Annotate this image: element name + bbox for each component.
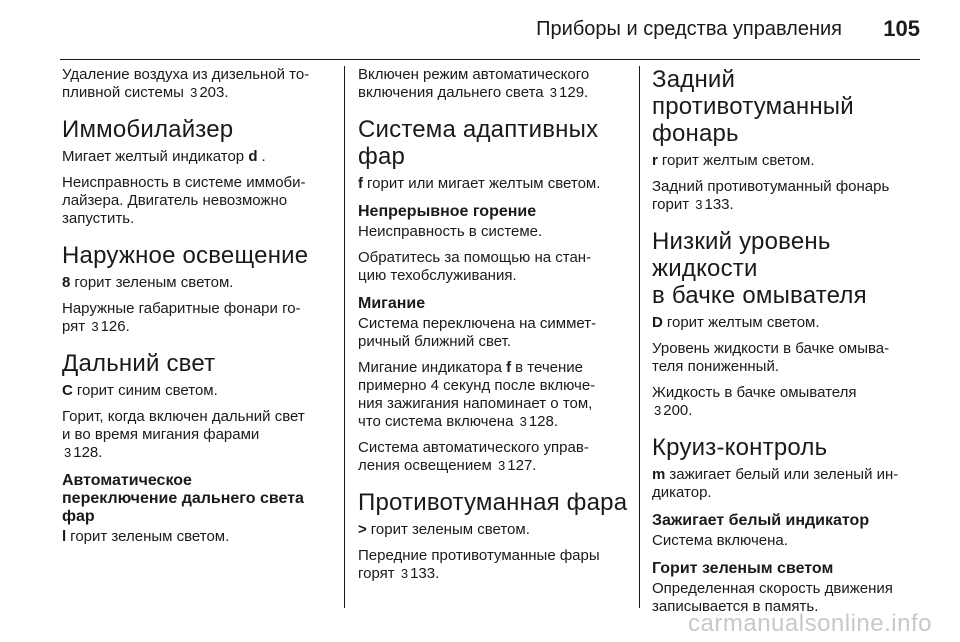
text: Горит, когда включен дальний свет и во время мигания фарами: [62, 408, 305, 443]
paragraph: Обратитесь за помощью на стан- цию техобслуживания.: [358, 249, 592, 284]
paragraph: [358, 66, 628, 102]
adaptive-light-icon: f: [358, 175, 363, 192]
page-ref[interactable]: 129.: [559, 84, 589, 101]
heading-fog-light: Противотуманная фара: [358, 489, 628, 516]
page-ref[interactable]: 200.: [663, 402, 693, 419]
paragraph: Уровень жидкости в бачке омыва- теля пониженный.: [652, 340, 890, 375]
page-ref[interactable]: 203.: [199, 84, 229, 101]
heading-cruise-control: Круиз-контроль: [652, 434, 828, 461]
paragraph: [652, 466, 922, 502]
text: горит зеленым светом.: [70, 528, 230, 545]
immobilizer-icon: d: [248, 148, 258, 165]
page-header: [0, 0, 960, 60]
paragraph: Система переключена на симмет- ричный ближний свет.: [358, 315, 597, 350]
heading-green-indicator: Горит зеленым светом: [652, 560, 834, 577]
text: Включен режим автоматического включения дальнего света: [358, 66, 590, 101]
ref-arrow-icon: 3: [91, 319, 99, 334]
text: горит синим светом.: [76, 382, 218, 399]
column-divider: [639, 66, 640, 608]
heading-auto-high-beam: Автоматическое переключение дальнего света фар: [62, 472, 304, 525]
high-beam-icon: C: [62, 382, 73, 399]
ref-arrow-icon: 3: [498, 458, 506, 473]
text: Система автоматического управ- ления освещением: [358, 439, 589, 474]
heading-adaptive-lights: Система адаптивных фар: [358, 116, 599, 170]
column-1: [62, 66, 332, 554]
page-title: Приборы и средства управления: [536, 18, 842, 40]
ref-arrow-icon: 3: [190, 85, 198, 100]
paragraph: [62, 274, 332, 292]
heading-flashing: Мигание: [358, 295, 426, 312]
auto-high-beam-icon: l: [62, 528, 67, 545]
page-ref[interactable]: 128.: [73, 444, 103, 461]
exterior-light-icon: 8: [62, 274, 71, 291]
text: горит желтым светом.: [666, 314, 820, 331]
fog-light-icon: >: [358, 521, 367, 538]
page-ref[interactable]: 126.: [100, 318, 130, 335]
text: горит зеленым светом.: [370, 521, 530, 538]
paragraph: [652, 314, 922, 332]
paragraph: [62, 408, 332, 462]
cruise-control-icon: m: [652, 466, 666, 483]
ref-arrow-icon: 3: [519, 414, 527, 429]
paragraph: [358, 547, 628, 583]
paragraph: [62, 382, 332, 400]
heading-continuous: Непрерывное горение: [358, 203, 537, 220]
header-rule: [60, 59, 920, 60]
paragraph: Неисправность в системе иммоби- лайзера. Двигатель невозможно запустить.: [62, 174, 306, 227]
paragraph: [62, 300, 332, 336]
ref-arrow-icon: 3: [64, 445, 72, 460]
heading-exterior-light: Наружное освещение: [62, 242, 309, 269]
text: Передние противотуманные фары горят: [358, 547, 600, 582]
page-ref[interactable]: 133.: [410, 565, 440, 582]
watermark: carmanualsonline.info: [688, 610, 932, 637]
paragraph: Мигает желтый индикатор d .: [62, 148, 266, 165]
ref-arrow-icon: 3: [549, 85, 558, 100]
text: Жидкость в бачке омывателя: [652, 384, 857, 401]
text: Задний противотуманный фонарь горит: [652, 178, 890, 213]
ref-arrow-icon: 3: [654, 403, 662, 418]
text: горит или мигает желтым светом.: [367, 175, 601, 192]
rear-fog-light-icon: r: [652, 152, 658, 169]
ref-arrow-icon: 3: [695, 197, 703, 212]
paragraph: [652, 178, 922, 214]
column-divider: [344, 66, 345, 608]
text: Мигание индикатора: [358, 359, 502, 376]
column-2: [358, 66, 628, 591]
washer-fluid-icon: D: [652, 314, 663, 331]
text: горит зеленым светом.: [74, 274, 234, 291]
heading-washer-fluid: Низкий уровень жидкости в бачке омывателя: [652, 228, 867, 309]
paragraph: Неисправность в системе.: [358, 223, 543, 240]
ref-arrow-icon: 3: [400, 566, 409, 581]
heading-high-beam: Дальний свет: [62, 350, 216, 377]
heading-rear-fog-light: Задний противотуманный фонарь: [652, 66, 854, 147]
adaptive-light-icon: f: [506, 359, 512, 376]
text: Удаление воздуха из дизельной то- пливной системы: [62, 66, 310, 101]
heading-white-indicator: Зажигает белый индикатор: [652, 512, 870, 529]
text: зажигает белый или зеленый ин- дикатор.: [652, 466, 899, 501]
paragraph: [358, 175, 628, 193]
page-ref[interactable]: 127.: [507, 457, 537, 474]
paragraph: [62, 66, 332, 102]
paragraph: [358, 439, 628, 475]
paragraph: [652, 384, 922, 420]
text: Наружные габаритные фонари го- рят: [62, 300, 301, 335]
paragraph: [358, 359, 628, 431]
text: горит желтым светом.: [661, 152, 815, 169]
text: в течение примерно 4 секунд после включе- ния зажигания напоминает о том, что система включена: [358, 359, 596, 430]
heading-immobilizer: Иммобилайзер: [62, 116, 234, 143]
paragraph: [652, 152, 922, 170]
text: Мигает желтый индикатор: [62, 148, 245, 165]
page-ref[interactable]: 133.: [704, 196, 734, 213]
column-3: [652, 66, 922, 624]
paragraph: [358, 521, 628, 539]
paragraph: [62, 528, 332, 546]
paragraph: Система включена.: [652, 532, 788, 549]
paragraph: Определенная скорость движения записывается в память.: [652, 580, 893, 615]
page-number: 105: [883, 16, 920, 41]
page-ref[interactable]: 128.: [528, 413, 559, 430]
